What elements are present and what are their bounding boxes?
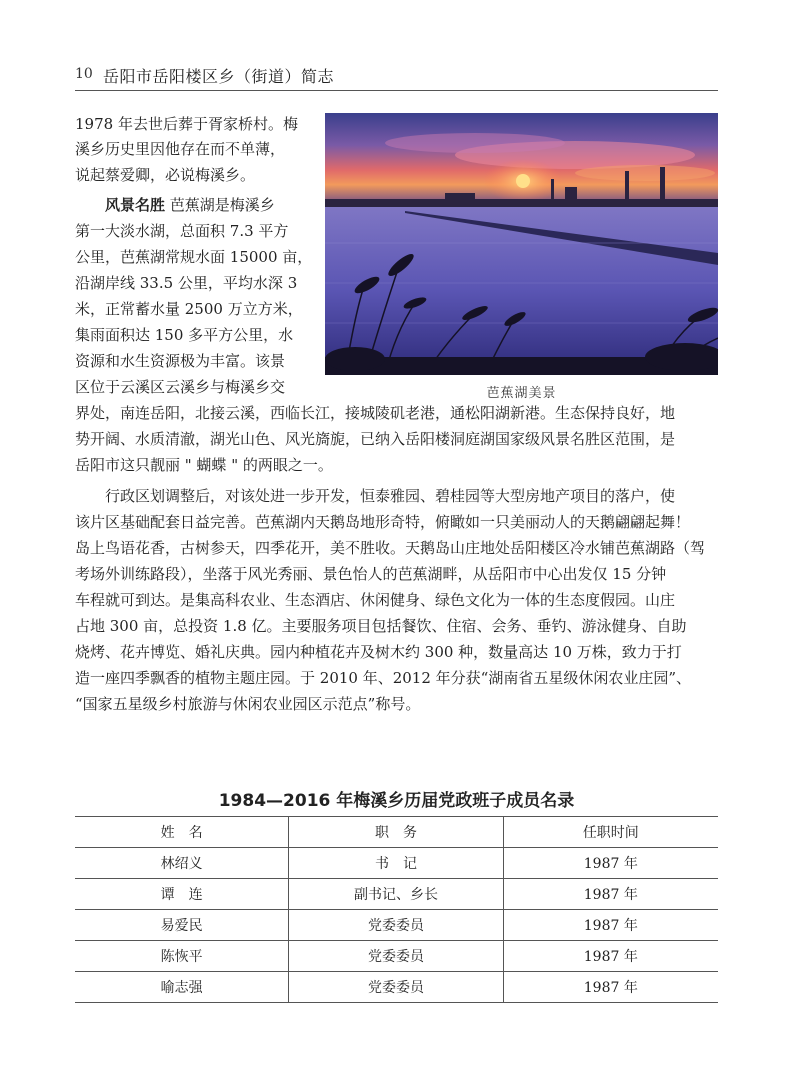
cell-term: 1987 年 xyxy=(503,941,718,972)
body-line: 1978 年去世后葬于胥家桥村。梅 xyxy=(75,115,298,133)
body-line: 车程就可到达。是集高科农业、生态酒店、休闲健身、绿色文化为一体的生态度假园。山庄 xyxy=(75,591,676,609)
lake-sunset-illustration xyxy=(325,113,718,375)
cell-term: 1987 年 xyxy=(503,910,718,941)
body-line: 说起蔡爱卿，必说梅溪乡。 xyxy=(75,166,256,184)
column-header-name: 姓 名 xyxy=(75,817,289,848)
body-line: 该片区基础配套日益完善。芭蕉湖内天鹅岛地形奇特，俯瞰如一只美丽动人的天鹅翩翩起舞！ xyxy=(75,513,691,531)
scenic-paragraph-first-line xyxy=(105,194,341,216)
book-title: 岳阳市岳阳楼区乡（街道）简志 xyxy=(103,67,335,86)
cell-position: 书 记 xyxy=(289,848,503,879)
body-line: 岳阳市这只靓丽 " 蝴蝶 " 的两眼之一。 xyxy=(75,456,333,474)
cell-name: 陈恢平 xyxy=(75,941,289,972)
table-row xyxy=(75,972,718,1003)
body-line: 行政区划调整后，对该处进一步开发，恒泰雅园、碧桂园等大型房地产项目的落户，使 xyxy=(105,487,676,505)
body-line: 第一大淡水湖，总面积 7.3 平方 xyxy=(75,222,289,240)
body-line: 考场外训练路段），坐落于风光秀丽、景色怡人的芭蕉湖畔，从岳阳市中心出发仅 15 分钟 xyxy=(75,565,667,583)
body-line: 米，正常蓄水量 2500 万立方米， xyxy=(75,300,303,318)
section-lead: 风景名胜 xyxy=(105,196,166,214)
body-line: 资源和水生资源极为丰富。该景 xyxy=(75,352,286,370)
page-number: 10 xyxy=(75,66,93,82)
body-line: 溪乡历史里因他存在而不单薄， xyxy=(75,140,286,158)
table-header-row xyxy=(75,817,718,848)
cell-name: 谭 连 xyxy=(75,879,289,910)
body-line: 公里，芭蕉湖常规水面 15000 亩， xyxy=(75,248,313,266)
table-row xyxy=(75,879,718,910)
body-line: 界处，南连岳阳，北接云溪，西临长江，接城陵矶老港，通松阳湖新港。生态保持良好，地 xyxy=(75,404,676,422)
photo-caption: 芭蕉湖美景 xyxy=(486,386,557,401)
body-line: 区位于云溪区云溪乡与梅溪乡交 xyxy=(75,378,286,396)
cell-name: 喻志强 xyxy=(75,972,289,1003)
cell-position: 党委委员 xyxy=(289,941,503,972)
cell-position: 党委委员 xyxy=(289,910,503,941)
column-header-position: 职 务 xyxy=(289,817,503,848)
body-line: 沿湖岸线 33.5 公里，平均水深 3 xyxy=(75,274,298,292)
cell-position: 党委委员 xyxy=(289,972,503,1003)
body-line: 占地 300 亩，总投资 1.8 亿。主要服务项目包括餐饮、住宿、会务、垂钓、游泳健身、自助 xyxy=(75,617,687,635)
page-header xyxy=(75,62,718,88)
body-line: 岛上鸟语花香，古树参天，四季花开，美不胜收。天鹅岛山庄地处岳阳楼区冷水铺芭蕉湖路（驾 xyxy=(75,539,706,557)
body-line: 烧烤、花卉博览、婚礼庆典。园内种植花卉及树木约 300 种，数量高达 10 万株，致力于打 xyxy=(75,643,682,661)
lake-sunset-photo xyxy=(325,113,718,375)
table-row xyxy=(75,910,718,941)
table-title: 1984—2016 年梅溪乡历届党政班子成员名录 xyxy=(218,791,575,811)
cell-name: 林绍义 xyxy=(75,848,289,879)
table-row xyxy=(75,941,718,972)
header-divider xyxy=(75,90,718,91)
body-line: “国家五星级乡村旅游与休闲农业园区示范点”称号。 xyxy=(75,695,421,713)
body-line: 造一座四季飘香的植物主题庄园。于 2010 年、2012 年分获“湖南省五星级休闲农业庄园”、 xyxy=(75,669,691,687)
cell-term: 1987 年 xyxy=(503,972,718,1003)
leadership-table xyxy=(75,816,718,1003)
body-text: 芭蕉湖是梅溪乡 xyxy=(169,196,275,214)
column-header-term: 任职时间 xyxy=(503,817,718,848)
cell-position: 副书记、乡长 xyxy=(289,879,503,910)
cell-term: 1987 年 xyxy=(503,879,718,910)
cell-name: 易爱民 xyxy=(75,910,289,941)
cell-term: 1987 年 xyxy=(503,848,718,879)
body-line: 集雨面积达 150 多平方公里，水 xyxy=(75,326,294,344)
table-row xyxy=(75,848,718,879)
body-line: 势开阔、水质清澈，湖光山色、风光旖旎，已纳入岳阳楼洞庭湖国家级风景名胜区范围，是 xyxy=(75,430,676,448)
